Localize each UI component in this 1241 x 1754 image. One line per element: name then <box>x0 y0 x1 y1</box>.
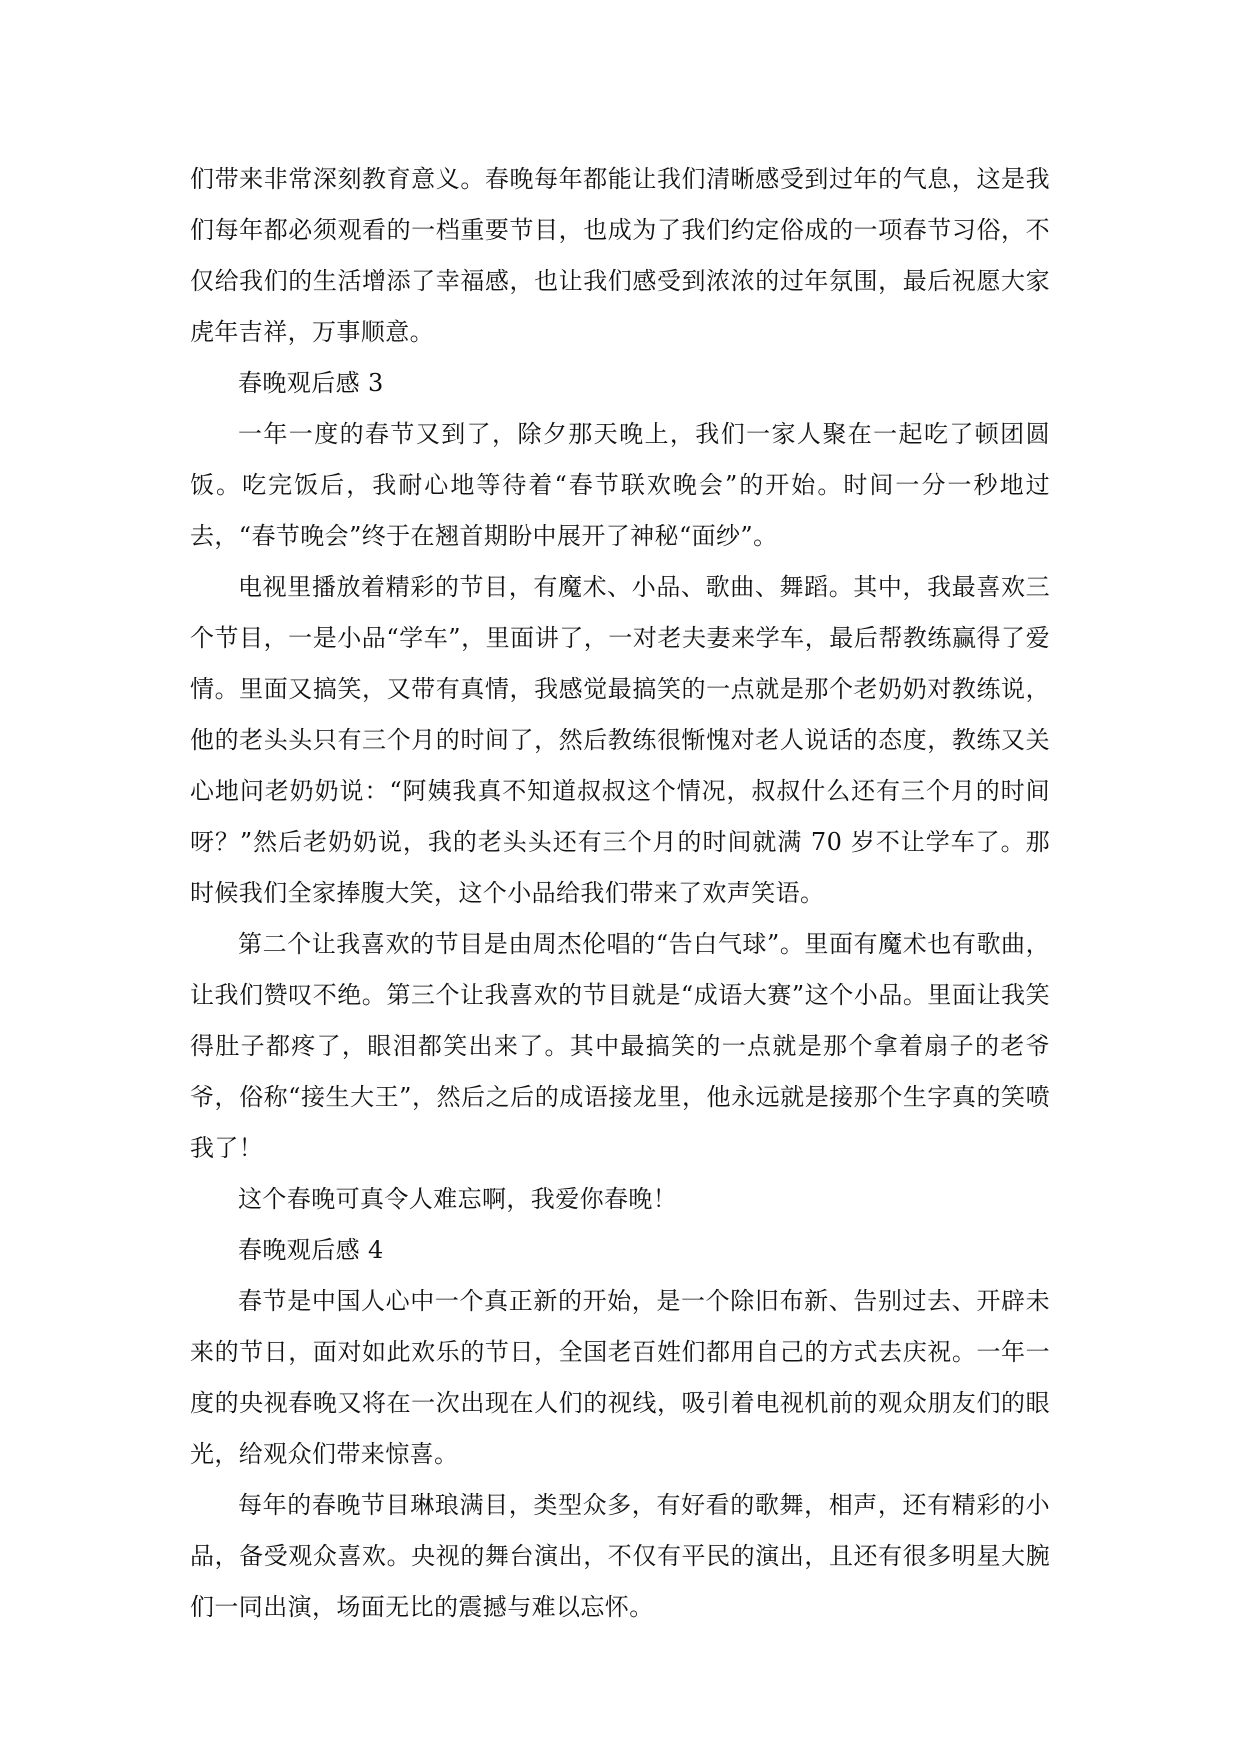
paragraph-continued: 们带来非常深刻教育意义。春晚每年都能让我们清晰感受到过年的气息，这是我们每年都必须观看的一档重要节目，也成为了我们约定俗成的一项春节习俗，不仅给我们的生活增添了幸福感，也让我们感受到浓浓的过年氛围，最后祝愿大家虎年吉祥，万事顺意。 <box>190 165 1050 346</box>
paragraph: 春节是中国人心中一个真正新的开始，是一个除旧布新、告别过去、开辟未来的节日，面对如此欢乐的节日，全国老百姓们都用自己的方式去庆祝。一年一度的央视春晚又将在一次出现在人们的视线，吸引着电视机前的观众朋友们的眼光，给观众们带来惊喜。 <box>190 1287 1050 1468</box>
paragraph: 一年一度的春节又到了，除夕那天晚上，我们一家人聚在一起吃了顿团圆饭。吃完饭后，我耐心地等待着“春节联欢晚会”的开始。时间一分一秒地过去，“春节晚会”终于在翘首期盼中展开了神秘“面纱”。 <box>190 420 1050 550</box>
paragraph: 第二个让我喜欢的节目是由周杰伦唱的“告白气球”。里面有魔术也有歌曲，让我们赞叹不绝。第三个让我喜欢的节目就是“成语大赛”这个小品。里面让我笑得肚子都疼了，眼泪都笑出来了。其中最搞笑的一点就是那个拿着扇子的老爷爷，俗称“接生大王”，然后之后的成语接龙里，他永远就是接那个生字真的笑喷我了！ <box>190 930 1050 1162</box>
paragraph: 每年的春晚节目琳琅满目，类型众多，有好看的歌舞，相声，还有精彩的小品，备受观众喜欢。央视的舞台演出，不仅有平民的演出，且还有很多明星大腕们一同出演，场面无比的震撼与难以忘怀。 <box>190 1491 1050 1621</box>
paragraph: 这个春晚可真令人难忘啊，我爱你春晚！ <box>238 1185 678 1213</box>
document-body <box>190 154 1050 1633</box>
paragraph: 电视里播放着精彩的节目，有魔术、小品、歌曲、舞蹈。其中，我最喜欢三个节目，一是小品“学车”，里面讲了，一对老夫妻来学车，最后帮教练赢得了爱情。里面又搞笑，又带有真情，我感觉最搞笑的一点就是那个老奶奶对教练说，他的老头头只有三个月的时间了，然后教练很惭愧对老人说话的态度，教练又关心地问老奶奶说：“阿姨我真不知道叔叔这个情况，叔叔什么还有三个月的时间呀？”然后老奶奶说，我的老头头还有三个月的时间就满 70 岁不让学车了。那时候我们全家捧腹大笑，这个小品给我们带来了欢声笑语。 <box>190 573 1050 907</box>
section-heading-3: 春晚观后感 3 <box>238 369 384 397</box>
section-heading-4: 春晚观后感 4 <box>238 1236 384 1264</box>
